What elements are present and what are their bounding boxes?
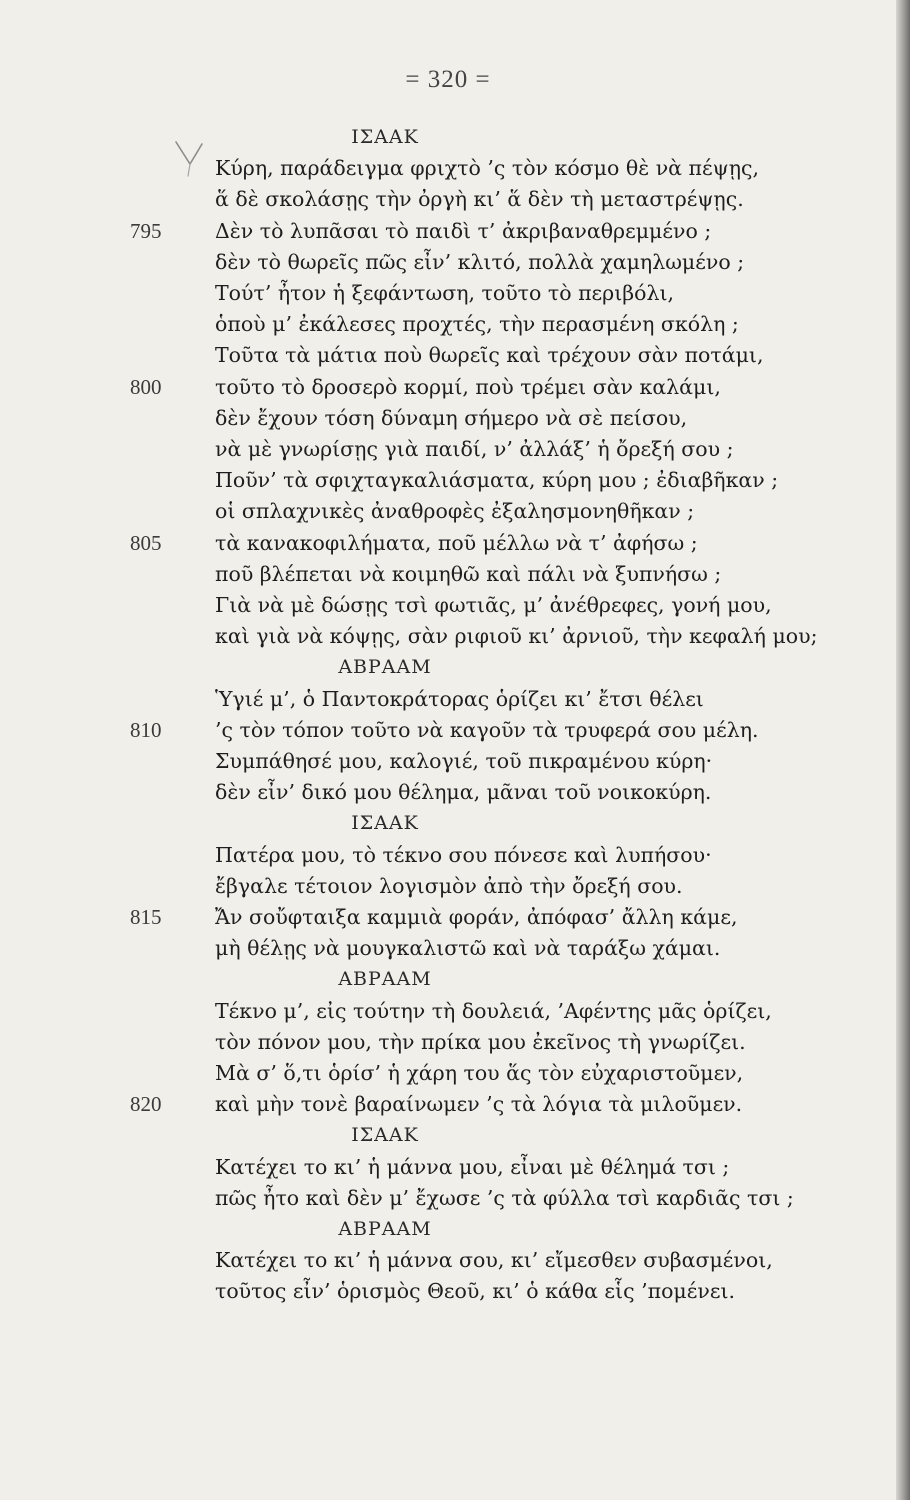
speaker-name: ΙΣΑΑΚ xyxy=(351,126,419,148)
verse-line xyxy=(0,278,896,308)
line-number: 805 xyxy=(130,530,162,555)
verse-line-text: δὲν ἔχουν τόση δύναμη σήμερο νὰ σὲ πείσου, xyxy=(215,405,688,430)
verse-line xyxy=(0,1058,896,1088)
verse-line xyxy=(0,1152,896,1182)
verse-line xyxy=(0,340,896,370)
verse-line xyxy=(0,933,896,963)
page-number: = 320 = xyxy=(405,66,491,93)
verse-line xyxy=(0,590,896,620)
verse-line-text: οἱ σπλαχνικὲς ἀναθροφὲς ἐξαλησμονηθῆκαν ; xyxy=(215,499,695,524)
verse-line-text: Τοῦτα τὰ μάτια ποὺ θωρεῖς καὶ τρέχουν σὰν ποτάμι, xyxy=(215,343,764,368)
speaker-heading xyxy=(0,964,896,994)
verse-line-text: δὲν εἶν’ δικό μου θέλημα, μᾶναι τοῦ νοικοκύρη. xyxy=(215,780,712,805)
line-number: 795 xyxy=(130,218,162,243)
speaker-heading xyxy=(0,652,896,682)
page-edge xyxy=(896,0,910,1500)
verse-line xyxy=(0,621,896,651)
verse-line-text: νὰ μὲ γνωρίσῃς γιὰ παιδί, ν’ ἀλλάξ’ ἡ ὄρεξή σου ; xyxy=(215,437,734,461)
verse-line xyxy=(0,684,896,714)
verse-line-text: πῶς ἦτο καὶ δὲν μ’ ἔχωσε ’ς τὰ φύλλα τσὶ καρδιᾶς τσι ; xyxy=(215,1185,794,1210)
verse-line xyxy=(0,403,896,433)
verse-line xyxy=(0,1276,896,1306)
verse-line-text: Γιὰ νὰ μὲ δώσῃς τσὶ φωτιᾶς, μ’ ἀνέθρεφες, γονή μου, xyxy=(215,593,772,617)
verse-line-text: Ὑγιέ μ’, ὁ Παντοκράτορας ὁρίζει κι’ ἔτσι θέλει xyxy=(215,686,704,711)
verse-line-text: τοῦτο τὸ δροσερὸ κορμί, ποὺ τρέμει σὰν καλάμι, xyxy=(215,374,721,399)
verse-line xyxy=(0,996,896,1026)
verse-line xyxy=(0,1183,896,1213)
verse-line xyxy=(0,247,896,277)
verse-line-text: Ἄν σοὔφταιξα καμμιὰ φοράν, ἀπόφασ’ ἄλλη κάμε, xyxy=(215,905,738,929)
verse-line xyxy=(0,840,896,870)
verse-line-text: Δὲν τὸ λυπᾶσαι τὸ παιδὶ τ’ ἀκριβαναθρεμμένο ; xyxy=(215,218,712,243)
speaker-name: ΑΒΡΑΑΜ xyxy=(338,968,432,991)
verse-line-text: ἔβγαλε τέτοιον λογισμὸν ἀπὸ τὴν ὄρεξή σου. xyxy=(215,873,683,898)
verse-line-text: Ποῦν’ τὰ σφιχταγκαλιάσματα, κύρη μου ; ἐδιαβῆκαν ; xyxy=(215,468,779,493)
verse-line-text: Συμπάθησέ μου, καλογιέ, τοῦ πικραμένου κύρη· xyxy=(215,749,713,773)
verse-line-text: καὶ γιὰ νὰ κόψῃς, σὰν ριφιοῦ κι’ ἀρνιοῦ, τὴν κεφαλή μου; xyxy=(215,624,818,649)
verse-line xyxy=(0,1027,896,1057)
line-number: 810 xyxy=(130,717,162,742)
verse-line xyxy=(0,559,896,589)
speaker-name: ΙΣΑΑΚ xyxy=(351,1124,419,1147)
verse-line xyxy=(0,465,896,495)
line-number: 820 xyxy=(130,1092,162,1117)
verse-line xyxy=(0,434,896,464)
verse-line-text: ὁποὺ μ’ ἐκάλεσες προχτές, τὴν περασμένη σκόλη ; xyxy=(215,312,739,337)
speaker-heading xyxy=(0,1120,896,1150)
verse-line-text: καὶ μὴν τονὲ βαραίνωμεν ’ς τὰ λόγια τὰ μιλοῦμεν. xyxy=(215,1092,743,1117)
verse-line xyxy=(0,1245,896,1275)
verse-line-text: Τούτ’ ἦτον ἡ ξεφάντωση, τοῦτο τὸ περιβόλι, xyxy=(215,281,674,305)
verse-line xyxy=(0,496,896,526)
verse-line-text: μὴ θέλῃς νὰ μουγκαλιστῶ καὶ νὰ ταράξω χάμαι. xyxy=(215,936,721,961)
verse-line xyxy=(0,746,896,776)
verse-line-text: δὲν τὸ θωρεῖς πῶς εἶν’ κλιτό, πολλὰ χαμηλωμένο ; xyxy=(215,249,745,274)
speaker-heading xyxy=(0,808,896,838)
verse-line-text: Τέκνο μ’, εἰς τούτην τὴ δουλειά, ’Αφέντης μᾶς ὁρίζει, xyxy=(215,998,772,1023)
verse-line xyxy=(0,153,896,183)
verse-line xyxy=(0,528,896,558)
verse-line-text: τὰ κανακοφιλήματα, ποῦ μέλλω νὰ τ’ ἀφήσω ; xyxy=(215,530,698,555)
verse-line-text: Κατέχει το κι’ ἡ μάννα σου, κι’ εἴμεσθεν συβασμένοι, xyxy=(215,1248,773,1273)
line-number: 815 xyxy=(130,905,162,929)
verse-line xyxy=(0,309,896,339)
verse-line xyxy=(0,184,896,214)
verse-line xyxy=(0,871,896,901)
verse-line xyxy=(0,902,896,932)
verse-line-text: τοῦτος εἶν’ ὁρισμὸς Θεοῦ, κι’ ὁ κάθα εἷς ’πομένει. xyxy=(215,1279,735,1304)
verse-line xyxy=(0,1089,896,1119)
speaker-heading xyxy=(0,1214,896,1244)
verse-line-text: τὸν πόνον μου, τὴν πρίκα μου ἐκεῖνος τὴ γνωρίζει. xyxy=(215,1029,746,1054)
verse-line-text: Κατέχει το κι’ ἡ μάννα μου, εἶναι μὲ θέλημά τσι ; xyxy=(215,1154,730,1179)
verse-line-text: ’ς τὸν τόπον τοῦτο νὰ καγοῦν τὰ τρυφερά σου μέλη. xyxy=(215,717,759,742)
verse-line xyxy=(0,777,896,807)
verse-line-text: ἅ δὲ σκολάσῃς τὴν ὀργὴ κι’ ἅ δὲν τὴ μεταστρέψῃς. xyxy=(215,187,744,212)
verse-line-text: ποῦ βλέπεται νὰ κοιμηθῶ καὶ πάλι νὰ ξυπνήσω ; xyxy=(215,561,722,586)
speaker-name: ΙΣΑΑΚ xyxy=(351,812,419,835)
verse-line-text: Πατέρα μου, τὸ τέκνο σου πόνεσε καὶ λυπήσου· xyxy=(215,842,712,867)
verse-line xyxy=(0,372,896,402)
verse-line xyxy=(0,216,896,246)
verse-line-text: Κύρη, παράδειγμα φριχτὸ ’ς τὸν κόσμο θὲ νὰ πέψῃς, xyxy=(215,156,759,181)
verse-line-text: Μὰ σ’ ὅ,τι ὁρίσ’ ἡ χάρη του ἅς τὸν εὐχαριστοῦμεν, xyxy=(215,1061,744,1085)
speaker-name: ΑΒΡΑΑΜ xyxy=(338,656,432,679)
line-number: 800 xyxy=(130,374,162,399)
speaker-name: ΑΒΡΑΑΜ xyxy=(338,1218,432,1240)
speaker-heading xyxy=(0,122,896,152)
verse-line xyxy=(0,715,896,745)
